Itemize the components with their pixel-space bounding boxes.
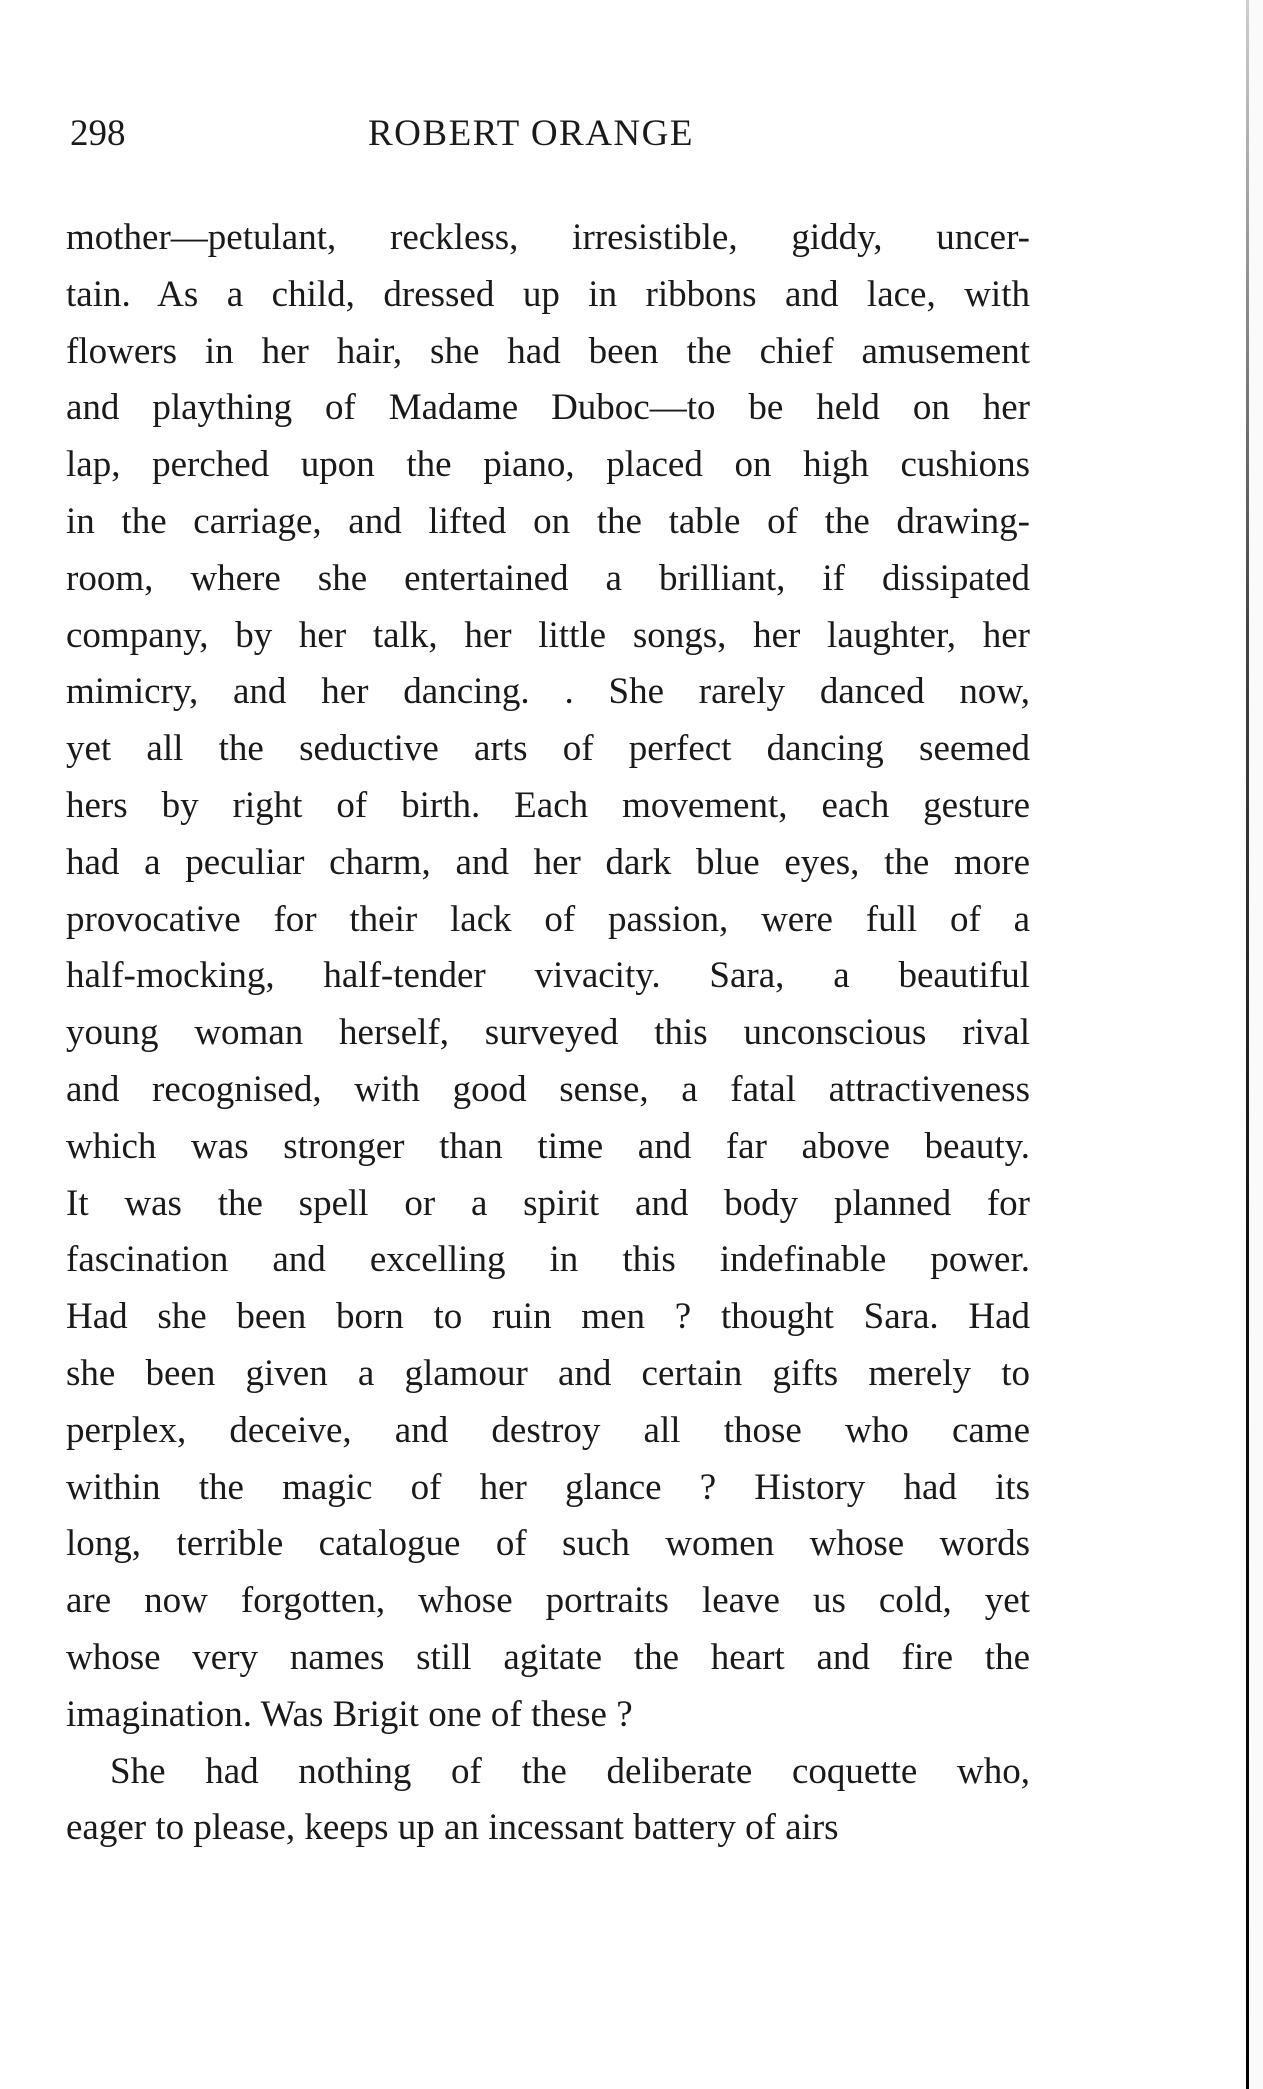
text-line: within the magic of her glance ? History had its bbox=[66, 1466, 1030, 1508]
text-line: and plaything of Madame Duboc—to be held on her bbox=[66, 387, 1030, 429]
text-line: perplex, deceive, and destroy all those who came bbox=[66, 1409, 1030, 1451]
text-line: mimicry, and her dancing. . She rarely danced now, bbox=[66, 671, 1030, 713]
text-line: mother—petulant, reckless, irresistible, giddy, uncer- bbox=[66, 217, 1030, 258]
page-number: 298 bbox=[70, 113, 126, 154]
text-line: room, where she entertained a brilliant, if dissipated bbox=[66, 557, 1030, 599]
text-line: in the carriage, and lifted on the table of the drawing- bbox=[66, 500, 1030, 542]
text-line: long, terrible catalogue of such women whose words bbox=[66, 1523, 1030, 1565]
text-line: tain. As a child, dressed up in ribbons and lace, with bbox=[66, 273, 1030, 315]
text-line: had a peculiar charm, and her dark blue eyes, the more bbox=[66, 841, 1030, 883]
text-line: whose very names still agitate the heart and fire the bbox=[66, 1636, 1030, 1678]
text-line: she been given a glamour and certain gifts merely to bbox=[66, 1352, 1030, 1394]
body-text bbox=[66, 210, 1030, 1857]
text-line: fascination and excelling in this indefinable power. bbox=[66, 1239, 1030, 1281]
text-line: flowers in her hair, she had been the chief amusement bbox=[66, 330, 1030, 372]
text-line: Had she been born to ruin men ? thought Sara. Had bbox=[66, 1296, 1030, 1338]
text-line: and recognised, with good sense, a fatal attractiveness bbox=[66, 1068, 1030, 1110]
text-line: which was stronger than time and far above beauty. bbox=[66, 1125, 1030, 1167]
text-line: young woman herself, surveyed this unconscious rival bbox=[66, 1012, 1030, 1054]
running-title: ROBERT ORANGE bbox=[368, 113, 694, 154]
text-line: She had nothing of the deliberate coquette who, bbox=[110, 1750, 1030, 1792]
page-header bbox=[70, 112, 1030, 162]
text-line: are now forgotten, whose portraits leave us cold, yet bbox=[66, 1580, 1030, 1622]
text-line: lap, perched upon the piano, placed on high cushions bbox=[66, 444, 1030, 486]
text-line: yet all the seductive arts of perfect dancing seemed bbox=[66, 728, 1030, 770]
paragraph bbox=[66, 1744, 1030, 1858]
text-line: provocative for their lack of passion, were full of a bbox=[66, 898, 1030, 940]
text-line: It was the spell or a spirit and body planned for bbox=[66, 1182, 1030, 1224]
text-line: company, by her talk, her little songs, her laughter, her bbox=[66, 614, 1030, 656]
page-margin bbox=[1249, 0, 1263, 2089]
page-binding-edge bbox=[1246, 0, 1249, 2089]
paragraph bbox=[66, 210, 1030, 1744]
text-line: hers by right of birth. Each movement, each gesture bbox=[66, 784, 1030, 826]
text-line: eager to please, keeps up an incessant battery of airs bbox=[66, 1807, 839, 1849]
text-line: imagination. Was Brigit one of these ? bbox=[66, 1693, 633, 1735]
text-line: half-mocking, half-tender vivacity. Sara, a beautiful bbox=[66, 955, 1030, 997]
